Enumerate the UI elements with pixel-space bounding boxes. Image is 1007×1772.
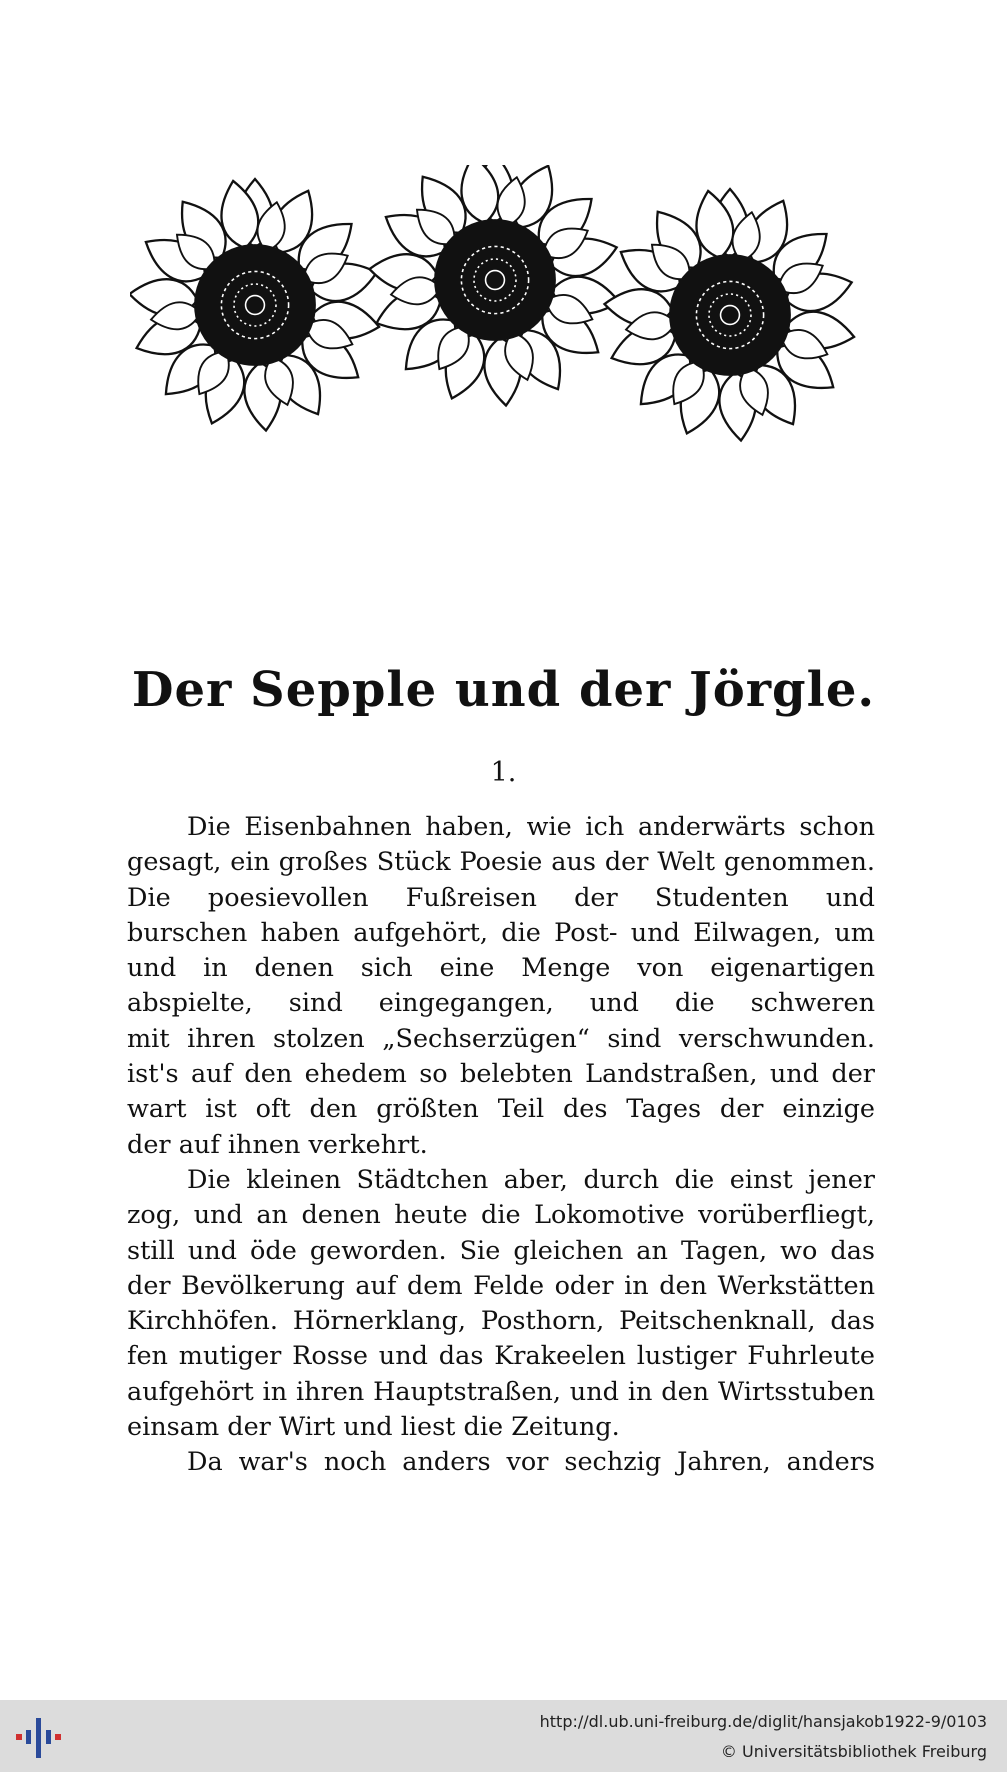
text-line: mit ihren stolzen „Sechserzügen“ sind verschwunden.	[127, 1023, 875, 1054]
text-line: wart ist oft den größten Teil des Tages der einzige	[127, 1094, 875, 1125]
text-line: abspielte, sind eingegangen, und die schweren	[127, 988, 875, 1019]
text-line: Die poesievollen Fußreisen der Studenten und	[127, 882, 875, 913]
permalink-url[interactable]: http://dl.ub.uni-freiburg.de/diglit/hansjakob1922-9/0103	[539, 1712, 987, 1731]
text-line: zog, und an denen heute die Lokomotive vorüberfliegt,	[127, 1200, 875, 1231]
text-line: Die Eisenbahnen haben, wie ich anderwärts schon	[187, 812, 875, 842]
text-line: Kirchhöfen. Hörnerklang, Posthorn, Peitschenknall, das	[127, 1306, 875, 1337]
text-line: Die kleinen Städtchen aber, durch die einst jener	[187, 1164, 875, 1195]
text-line: gesagt, ein großes Stück Poesie aus der Welt genommen.	[127, 847, 875, 878]
ub-freiburg-logo-icon[interactable]	[14, 1712, 64, 1762]
text-line: Da war's noch anders vor sechzig Jahren, anders	[187, 1447, 875, 1478]
page-title: Der Sepple und der Jörgle.	[131, 662, 876, 718]
copyright-notice: © Universitätsbibliothek Freiburg	[720, 1742, 987, 1761]
text-line: still und öde geworden. Sie gleichen an Tagen, wo das	[127, 1235, 875, 1266]
text-line: burschen haben aufgehört, die Post- und Eilwagen, um	[127, 917, 875, 948]
text-line: und in denen sich eine Menge von eigenartigen	[127, 953, 875, 984]
text-line: einsam der Wirt und liest die Zeitung.	[127, 1412, 620, 1443]
footer-bar	[0, 1700, 1007, 1772]
sunflower-ornament	[130, 165, 880, 495]
text-line: der auf ihnen verkehrt.	[127, 1129, 428, 1160]
text-line: aufgehört in ihren Hauptstraßen, und in den Wirtsstuben	[127, 1376, 875, 1407]
chapter-number: 1.	[490, 757, 517, 788]
text-line: der Bevölkerung auf dem Felde oder in den Werkstätten	[127, 1270, 875, 1301]
body-text	[127, 810, 875, 1481]
text-line: fen mutiger Rosse und das Krakeelen lustiger Fuhrleute	[127, 1341, 875, 1372]
text-line: ist's auf den ehedem so belebten Landstraßen, und der	[127, 1059, 875, 1090]
